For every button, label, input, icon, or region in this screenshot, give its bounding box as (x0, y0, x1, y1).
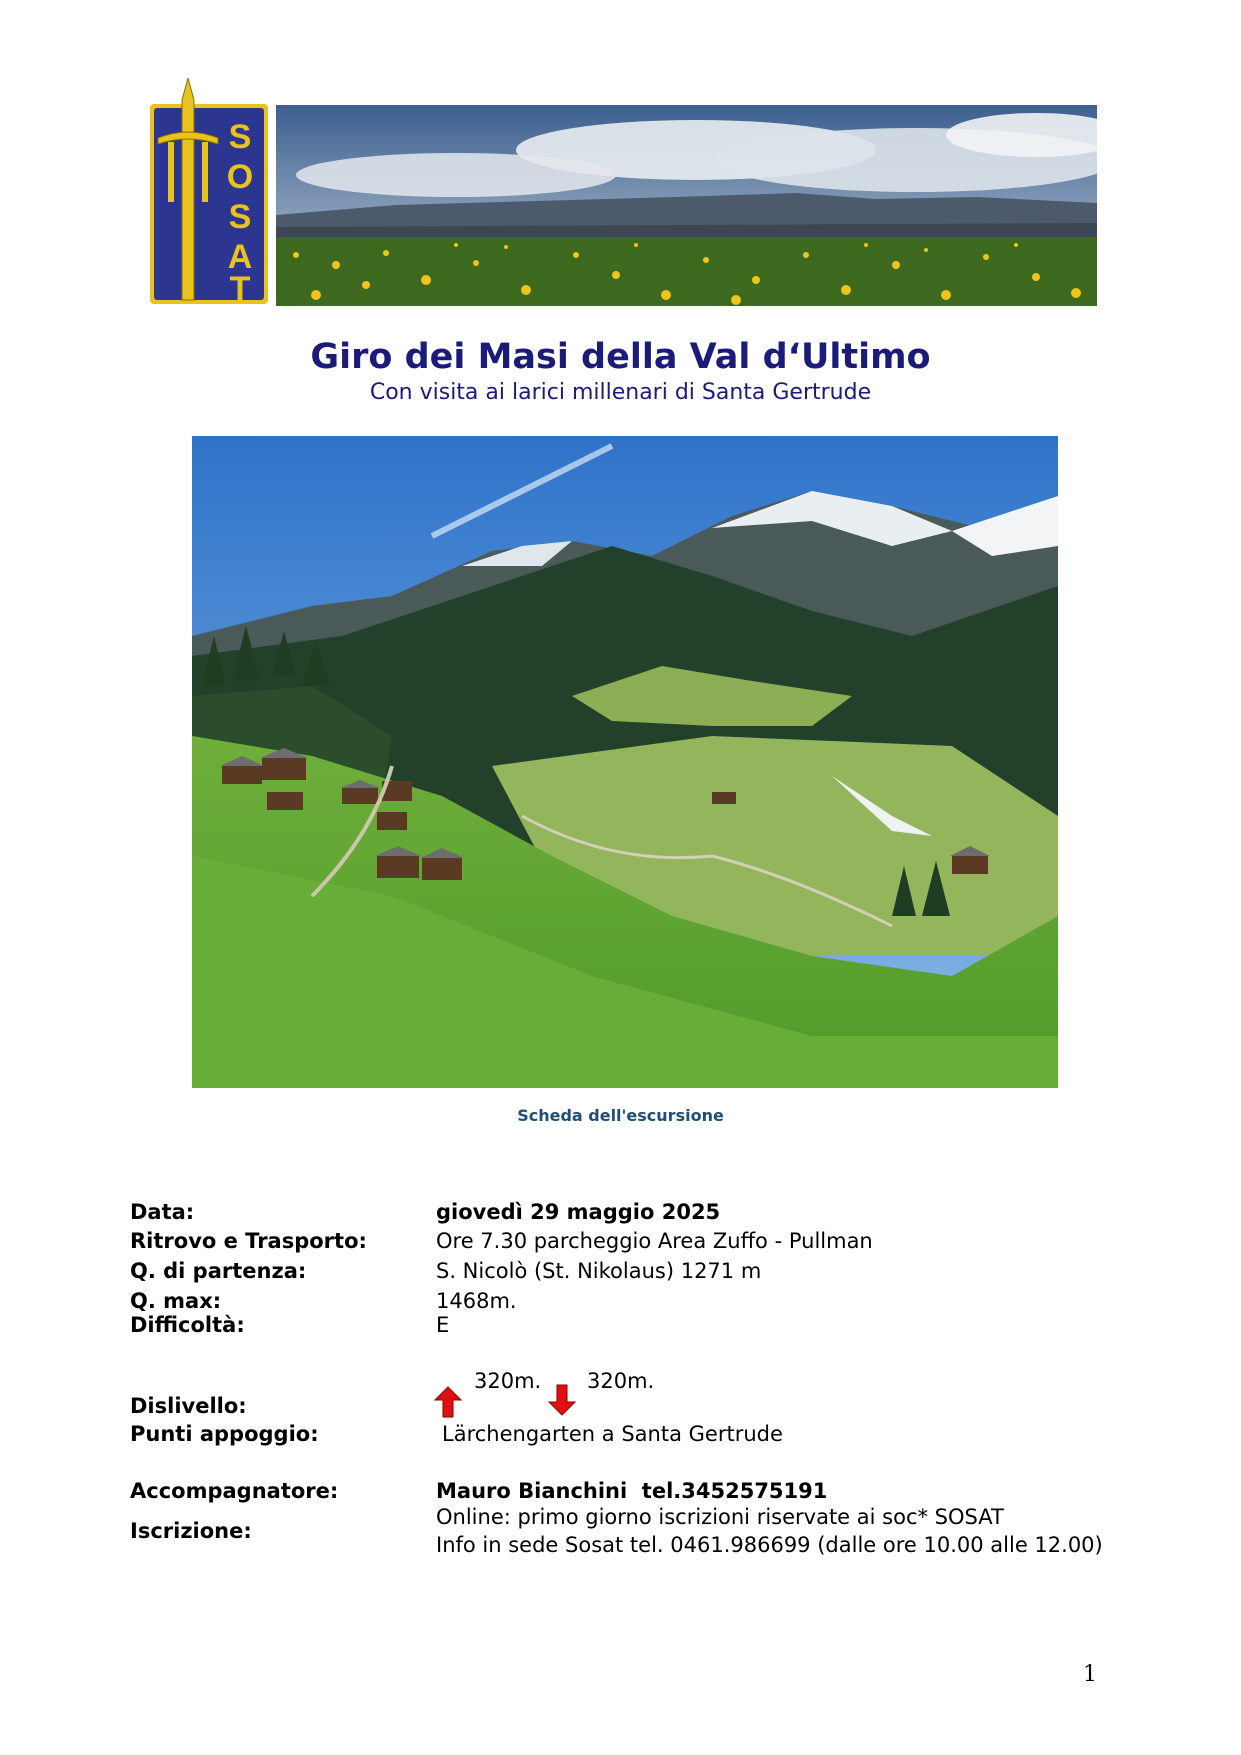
page-subtitle: Con visita ai larici millenari di Santa Gertrude (369, 380, 872, 405)
ritrovo-label: Ritrovo e Trasporto: (130, 1229, 367, 1253)
iscrizione-label: Iscrizione: (130, 1519, 252, 1543)
svg-text:T: T (229, 270, 251, 306)
ritrovo-value: Ore 7.30 parcheggio Area Zuffo - Pullman (436, 1229, 873, 1253)
iscrizione-line2: Info in sede Sosat tel. 0461.986699 (dalle ore 10.00 alle 12.00) (436, 1533, 1103, 1557)
page-number: 1 (1083, 1662, 1097, 1687)
difficolta-label: Difficoltà: (130, 1313, 245, 1337)
up-arrow-icon (434, 1386, 462, 1418)
svg-text:O: O (226, 158, 254, 196)
partenza-value: S. Nicolò (St. Nikolaus) 1271 m (436, 1259, 762, 1283)
banner-landscape-image (276, 105, 1097, 306)
difficolta-value: E (436, 1313, 450, 1337)
sosat-logo (148, 78, 270, 306)
down-arrow-icon (548, 1384, 576, 1416)
page-title: Giro dei Masi della Val d‘Ultimo (310, 337, 931, 377)
iscrizione-line1: Online: primo giorno iscrizioni riservate ai soc* SOSAT (436, 1505, 1004, 1529)
max-value: 1468m. (436, 1289, 517, 1313)
accompagnatore-value: Mauro Bianchini tel.3452575191 (436, 1479, 828, 1503)
data-label: Data: (130, 1200, 195, 1224)
partenza-label: Q. di partenza: (130, 1259, 307, 1283)
dislivello-label: Dislivello: (130, 1394, 247, 1418)
dislivello-up-value: 320m. (474, 1369, 542, 1393)
excursion-caption: Scheda dell'escursione (517, 1106, 724, 1125)
appoggio-label: Punti appoggio: (130, 1422, 319, 1446)
dislivello-down-value: 320m. (587, 1369, 655, 1393)
appoggio-value: Lärchengarten a Santa Gertrude (442, 1422, 783, 1446)
svg-text:A: A (227, 238, 253, 276)
max-label: Q. max: (130, 1289, 222, 1313)
data-value: giovedì 29 maggio 2025 (436, 1200, 721, 1224)
svg-text:S: S (228, 118, 252, 156)
svg-text:S: S (228, 198, 252, 236)
accompagnatore-label: Accompagnatore: (130, 1479, 339, 1503)
valley-photo (192, 436, 1058, 1088)
